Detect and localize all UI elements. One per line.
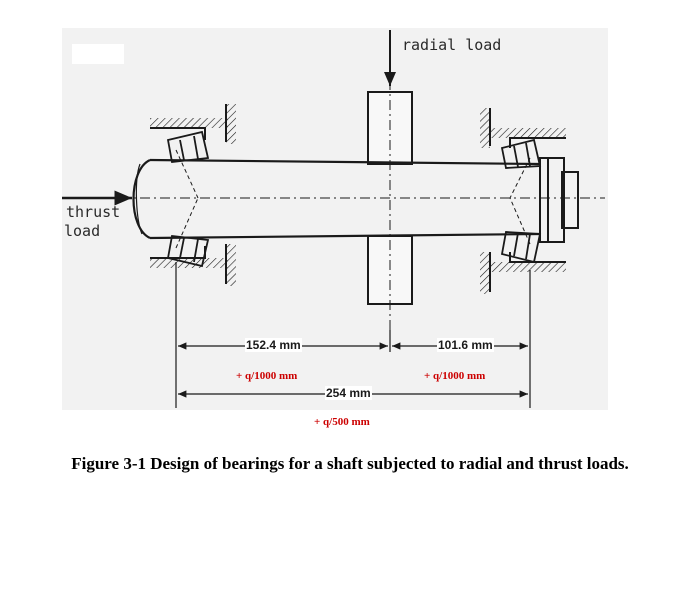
tolerance-total: + q/500 mm — [314, 416, 370, 428]
dimension-label-left: 152.4 mm — [246, 338, 301, 352]
radial-load-label: radial load — [402, 36, 502, 54]
redaction-box — [72, 44, 124, 64]
drawing-background — [62, 28, 608, 410]
dimension-label-total: 254 mm — [326, 386, 371, 400]
tolerance-left: + q/1000 mm — [236, 370, 298, 382]
tolerance-right: + q/1000 mm — [424, 370, 486, 382]
dimension-label-right: 101.6 mm — [438, 338, 493, 352]
figure-caption: Figure 3-1 Design of bearings for a shaft subjected to radial and thrust loads. — [71, 454, 629, 473]
thrust-load-label-line1: thrust — [66, 203, 121, 221]
thrust-load-label-line2: load — [64, 222, 101, 240]
